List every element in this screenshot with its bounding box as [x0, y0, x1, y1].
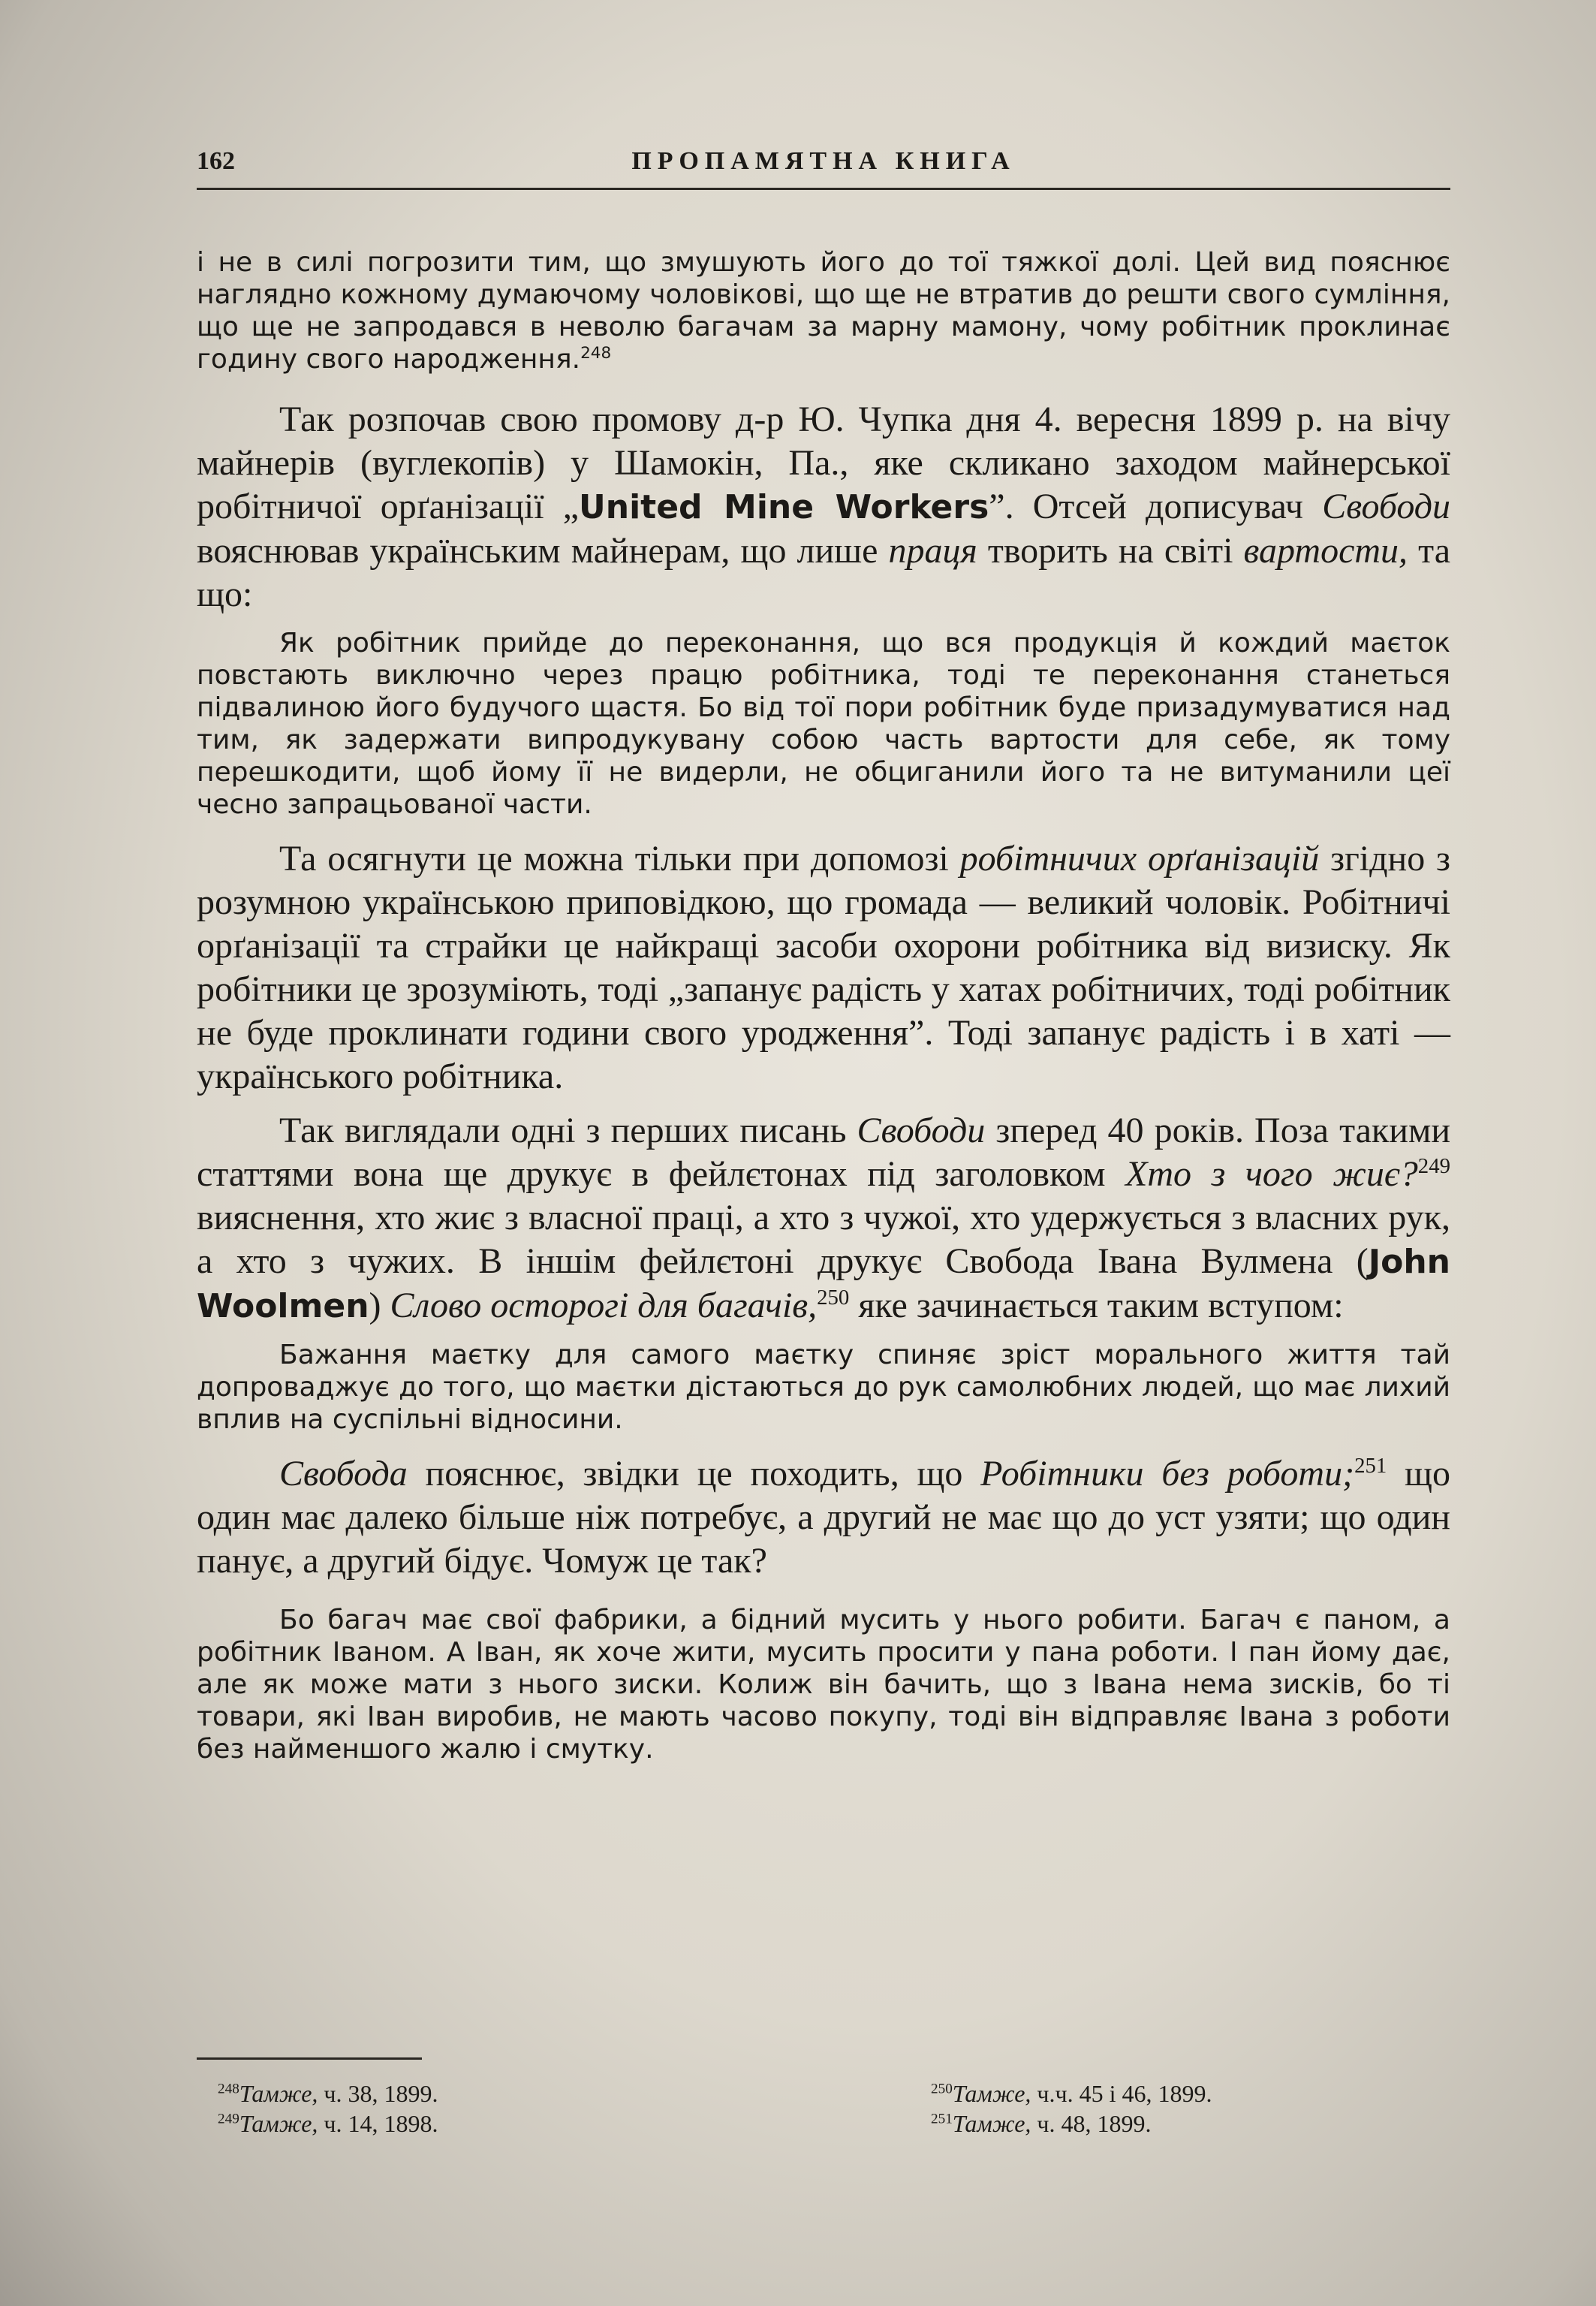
page-number: 162: [197, 147, 235, 175]
footnote-ref-251: 251: [1354, 1454, 1387, 1478]
main-text: [197, 246, 1450, 1765]
footnote-250: $^{250}$Тамже, ч.ч. 45 і 46, 1899.: [931, 2080, 1212, 2107]
running-title: ПРОПАМЯТНА КНИГА: [631, 147, 1016, 175]
quote-2: Бажання маєтку для самого маєтку спиняє зріст морального життя тай допроваджує до того, що маєтки дістаються до рук самолюбних людей, що має лихий вплив на суспільні відносини.: [197, 1340, 1450, 1435]
footnote-divider: [197, 2057, 422, 2060]
paragraph-4: Так виглядали одні з перших писань Свободи зперед 40 років. Поза такими статтями вона ще друкує в фейлєтонах під заголовком Хто з чого жиє?$^{249}$ вияснення, хто жиє з власної праці, а хто з чужої, хто удержується з власних рук, а хто з чужих. В іншім фейлєтоні друкує Свобода Івана Вулмена (John Woolmen) Слово осторогі для багачів,$^{250}$ яке зачинається таким вступом:: [197, 1111, 1450, 1325]
paragraph-2: Так розпочав свою промову д-р Ю. Чупка дня 4. вересня 1899 р. на вічу майнерів (вуглекопів) у Шамокін, Па., яке скликано заходом майнерської робітничої орґанізації „United Mine Workers”. Отсей дописувач Свободи вояснював українським майнерам, що лише праця творить на світі вартости, та що:: [197, 399, 1450, 614]
quote-1: Як робітник прийде до переконання, що вся продукція й кождий маєток повстають виключно через працю робітника, тоді те переконання станеться підвалиною його будучого щастя. Бо від тої пори робітник буде призадумуватися над тим, як задержати випродукувану собою часть вартости для себе, як тому перешкодити, щоб йому її не видерли, не обциганили його та не витуманили цеї чесно запрацьованої части.: [197, 628, 1450, 820]
quote-3: Бо багач має свої фабрики, а бідний мусить у нього робити. Багач є паном, а робітник Іваном. А Іван, як хоче жити, мусить просити у пана роботи. І пан йому дає, але як може мати з нього зиски. Колиж він бачить, що з Івана нема зисків, бо ті товари, які Іван виробив, не мають часово покупу, тоді він відправляє Івана з роботи без найменшого жалю і смутку.: [197, 1605, 1450, 1765]
footnote-248: $^{248}$Тамже, ч. 38, 1899.: [218, 2080, 438, 2107]
paragraph-5: Свобода пояснює, звідки це походить, що Робітники без роботи;$^{251}$ що один має далеко більше ніж потребує, а другий не має що до уст узяти; що один панує, а другий бідує. Чомуж це так?: [197, 1454, 1450, 1581]
author-name: John Woolmen: [197, 1243, 1450, 1325]
footnote-249: $^{249}$Тамже, ч. 14, 1898.: [218, 2110, 438, 2137]
page-header: [197, 143, 1450, 190]
footnote-ref-249: 249: [1417, 1154, 1450, 1178]
union-name: United Mine Workers: [579, 488, 989, 526]
footnote-251: $^{251}$Тамже, ч. 48, 1899.: [931, 2110, 1152, 2137]
footnote-ref-248: 248: [580, 344, 612, 363]
paragraph-3: Та осягнути це можна тільки при допомозі робітничих орґанізацій згідно з розумною українською приповідкою, що громада — великий чоловік. Робітничі орґанізації та страйки це найкращі засоби охорони робітника від визиску. Як робітники це зрозуміють, тоді „запанує радість у хатах робітничих, тоді робітник не буде проклинати години свого уродження”. Тоді запанує радість і в хаті — українського робітника.: [197, 839, 1450, 1096]
paragraph-1: і не в силі погрозити тим, що змушують його до тої тяжкої долі. Цей вид пояснює наглядно кожному думаючому чоловікові, що ще не втратив до решти свого сумління, що ще не запродався в неволю багачам за марну мамону, чому робітник проклинає годину свого народження.$^{248}$: [197, 247, 1450, 375]
footnote-ref-250: 250: [817, 1286, 850, 1310]
